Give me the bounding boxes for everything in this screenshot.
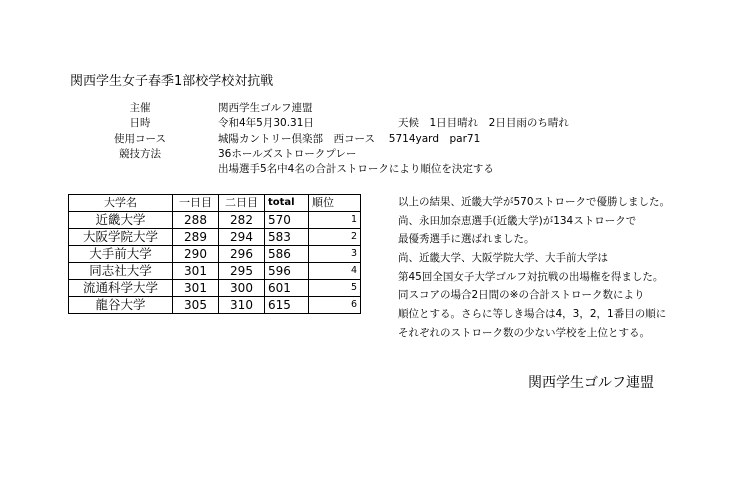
table-row xyxy=(69,297,361,314)
day1-score: 301 xyxy=(173,280,219,297)
note-line: それぞれのストローク数の少ない学校を上位とする。 xyxy=(398,326,650,339)
total-score: 586 xyxy=(265,246,309,263)
weather-value: 天候 1日目晴れ 2日目雨のち晴れ xyxy=(398,117,569,129)
table-row xyxy=(69,212,361,229)
total-score: 583 xyxy=(265,229,309,246)
rank: 3 xyxy=(309,246,361,263)
university-name: 大阪学院大学 xyxy=(69,229,173,246)
rank: 1 xyxy=(309,212,361,229)
day1-score: 301 xyxy=(173,263,219,280)
date-label: 日時 xyxy=(129,117,151,129)
day2-score: 296 xyxy=(219,246,265,263)
table-row xyxy=(69,263,361,280)
total-score: 596 xyxy=(265,263,309,280)
total-score: 615 xyxy=(265,297,309,314)
method-value-1: 36ホールズストロークプレー xyxy=(218,148,357,160)
day1-score: 288 xyxy=(173,212,219,229)
university-name: 龍谷大学 xyxy=(69,297,173,314)
day2-score: 294 xyxy=(219,229,265,246)
method-label: 競技方法 xyxy=(119,148,161,160)
organizer-value: 関西学生ゴルフ連盟 xyxy=(218,102,313,114)
course-label: 使用コース xyxy=(114,133,166,145)
note-line: 同スコアの場合2日間の※の合計ストローク数により xyxy=(398,289,645,302)
day2-score: 295 xyxy=(219,263,265,280)
day2-score: 300 xyxy=(219,280,265,297)
table-row xyxy=(69,246,361,263)
header-day1: 一日目 xyxy=(173,195,219,212)
organizer-label: 主催 xyxy=(129,102,151,114)
result-notes xyxy=(398,193,670,343)
page-title: 関西学生女子春季1部校学校対抗戦 xyxy=(70,74,274,89)
total-score: 601 xyxy=(265,280,309,297)
day1-score: 290 xyxy=(173,246,219,263)
university-name: 大手前大学 xyxy=(69,246,173,263)
method-value-2: 出場選手5名中4名の合計ストロークにより順位を決定する xyxy=(218,163,494,175)
note-line: 尚、永田加奈恵選手(近畿大学)が134ストロークで xyxy=(398,214,637,227)
rank: 4 xyxy=(309,263,361,280)
header-rank: 順位 xyxy=(309,195,361,212)
table-row xyxy=(69,229,361,246)
day2-score: 282 xyxy=(219,212,265,229)
header-university: 大学名 xyxy=(69,195,173,212)
note-line: 最優秀選手に選ばれました。 xyxy=(398,233,535,246)
note-line: 以上の結果、近畿大学が570ストロークで優勝しました。 xyxy=(398,196,671,208)
results-table xyxy=(68,194,361,314)
university-name: 同志社大学 xyxy=(69,263,173,280)
table-header-row xyxy=(69,195,361,212)
total-score: 570 xyxy=(265,212,309,229)
university-name: 流通科学大学 xyxy=(69,280,173,297)
table-row xyxy=(69,280,361,297)
event-info xyxy=(70,101,670,181)
day1-score: 289 xyxy=(173,229,219,246)
course-value: 城陽カントリー倶楽部 西コース 5714yard par71 xyxy=(218,133,481,145)
rank: 5 xyxy=(309,280,361,297)
header-total: total xyxy=(265,195,309,212)
header-day2: 二日目 xyxy=(219,195,265,212)
day2-score: 310 xyxy=(219,297,265,314)
note-line: 順位とする。さらに等しき場合は4，3，2，1番目の順に xyxy=(398,308,667,321)
day1-score: 305 xyxy=(173,297,219,314)
date-value: 令和4年5月30.31日 xyxy=(218,117,314,129)
federation-signature: 関西学生ゴルフ連盟 xyxy=(528,375,654,391)
note-line: 尚、近畿大学、大阪学院大学、大手前大学は xyxy=(398,252,608,265)
university-name: 近畿大学 xyxy=(69,212,173,229)
rank: 2 xyxy=(309,229,361,246)
rank: 6 xyxy=(309,297,361,314)
note-line: 第45回全国女子大学ゴルフ対抗戦の出場権を得ました。 xyxy=(398,270,664,283)
